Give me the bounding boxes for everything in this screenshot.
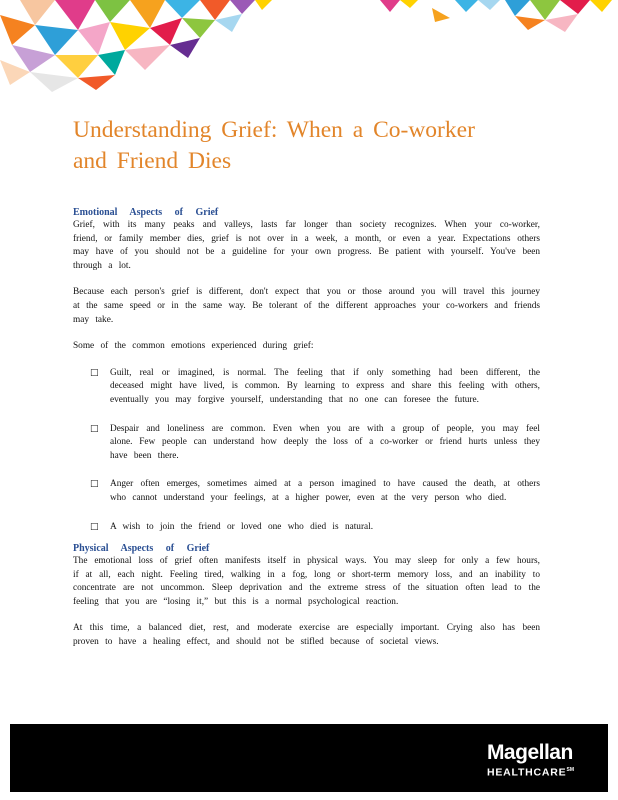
emotional-paragraph-3: Some of the common emotions experienced during grief: [73,341,314,352]
list-item [73,521,540,535]
list-item [73,367,540,408]
list-item-text: Anger often emerges, sometimes aimed at a person imagined to have caused the death, at others who cannot understand your feelings, at a higher power, even at the very person who died. [110,479,540,503]
physical-heading: Physical Aspects of Grief [73,543,210,555]
bullet-icon: □ [90,367,99,378]
bullet-icon: □ [90,521,99,532]
emotional-heading: Emotional Aspects of Grief [73,207,219,218]
title-line-2: and Friend Dies [73,148,232,174]
title-line-1: Understanding Grief: When a Co-worker [73,117,475,143]
emotions-list [73,367,540,534]
physical-paragraph-1: The emotional loss of grief often manifests itself in physical ways. You may sleep for only a few hours, if at all, each night. Feeling tired, walking in a fog, long or short-term memory loss, and an inability to concentrate are not uncommon. Sleep deprivation and the extreme stress of the situation often lead to the feeling that you are “losing it,” but this is a normal psychological reaction. [73,556,540,607]
emotional-paragraph-2: Because each person's grief is different, don't expect that you or those around you will travel this journey at the same speed or in the same way. Be tolerant of the different approaches your co-workers and friends may take. [73,287,540,325]
page-title [73,115,543,177]
list-item-text: A wish to join the friend or loved one who died is natural. [110,521,374,532]
magellan-logo [487,742,574,779]
list-item [73,478,540,505]
decorative-triangles [0,0,618,110]
logo-mark: SM [566,767,574,773]
logo-main-text: Magellan [486,741,573,764]
list-item-text: Guilt, real or imagined, is normal. The feeling that if only something had been different, the deceased might have lived, is common. By learning to express and share this feeling with others, eventually you may forgive yourself, understanding that no one can foresee the future. [110,367,540,405]
logo-healthcare-text: HEALTHCARE [486,766,567,779]
physical-paragraph-2: At this time, a balanced diet, rest, and moderate exercise are especially important. Crying also has been proven to have a healing effect, and should not be stifled because of societal views. [73,623,540,648]
list-item-text: Despair and loneliness are common. Even when you are with a group of people, you may feel alone. Few people can understand how deeply the loss of a co-worker or friend hurts unless they have been there. [110,423,540,461]
logo-sub-text [487,764,574,779]
emotional-paragraph-1: Grief, with its many peaks and valleys, lasts far longer than society recognizes. When your co-worker, friend, or family member dies, grief is not over in a week, a month, or even a year. Expectations others may have of you should not be a guideline for your own progress. Be patient with yourself. You've been through a lot. [73,220,540,271]
main-content [73,206,540,663]
list-item [73,423,540,464]
bullet-icon: □ [90,423,99,434]
footer-bar [10,724,608,792]
bullet-icon: □ [90,479,99,490]
